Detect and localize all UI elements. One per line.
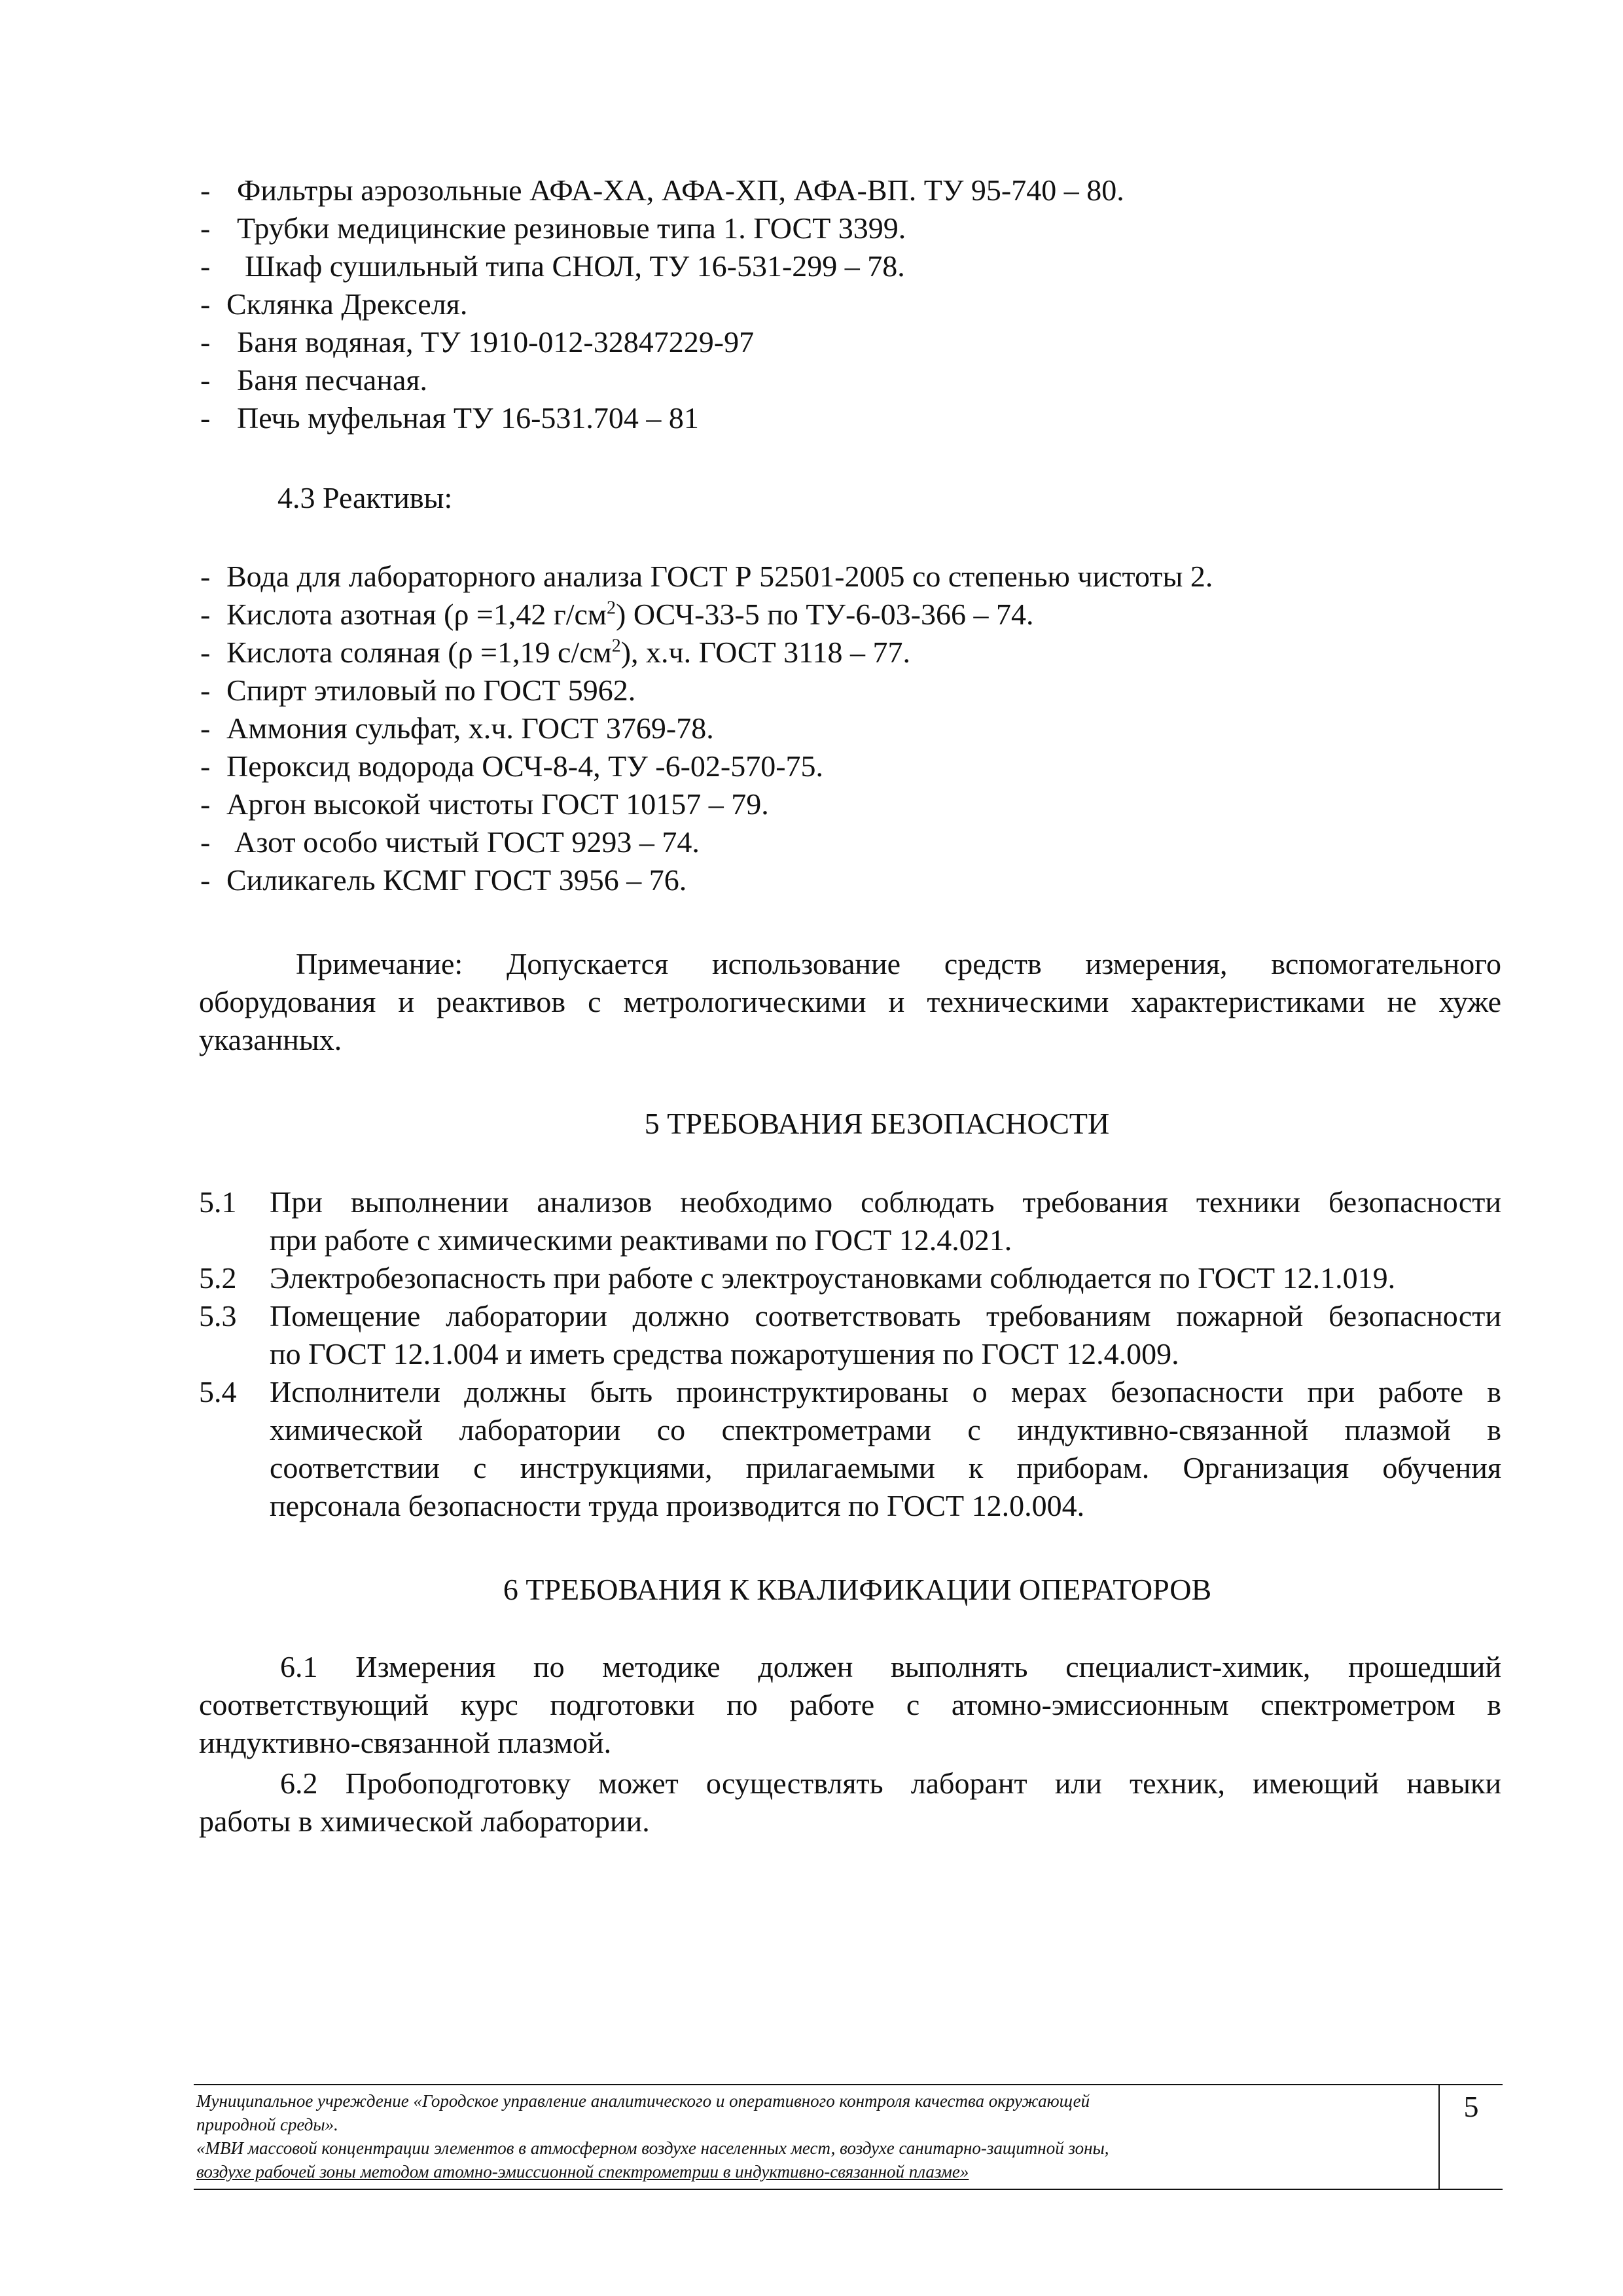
footer-text: Муниципальное учреждение «Городское управление аналитического и оперативного контроля качества окружающей природной среды». «МВИ массовой концентрации элементов в атмосферном воздухе населенных мест, воздухе санитарно-защитной зоны, воздухе рабочей зоны методом атомно-эмиссионной спектрометрии в индуктивно-связанной плазме» bbox=[196, 2091, 1109, 2181]
list-dash: - bbox=[200, 598, 211, 631]
list-item: Баня песчаная. bbox=[237, 363, 428, 397]
list-item: Азот особо чистый ГОСТ 9293 – 74. bbox=[234, 825, 700, 859]
list-item: Склянка Дрекселя. bbox=[226, 287, 468, 321]
footer-rule bbox=[194, 2084, 1503, 2085]
reagents-heading: 4.3 Реактивы: bbox=[277, 481, 453, 514]
note-line: Примечание: Допускается использование средств измерения, вспомогательного bbox=[296, 947, 1501, 980]
list-dash: - bbox=[200, 363, 211, 397]
section6-title: 6 ТРЕБОВАНИЯ К КВАЛИФИКАЦИИ ОПЕРАТОРОВ bbox=[503, 1573, 1212, 1606]
list-dash: - bbox=[200, 287, 211, 321]
list-item: Шкаф сушильный типа СНОЛ, ТУ 16-531-299 – 78. bbox=[245, 249, 905, 283]
list-dash: - bbox=[200, 863, 211, 897]
list-dash: - bbox=[200, 825, 211, 859]
list-item: Силикагель КСМГ ГОСТ 3956 – 76. bbox=[226, 863, 687, 897]
item-text: Помещение лаборатории должно соответствовать требованиям пожарной безопасности по ГОСТ 12.1.004 и иметь средства пожаротушения по ГОСТ 12.4.009. bbox=[270, 1299, 1501, 1371]
section5-title: 5 ТРЕБОВАНИЯ БЕЗОПАСНОСТИ bbox=[644, 1107, 1110, 1140]
section6-paragraph-1: 6.1 Измерения по методике должен выполнять специалист-химик, прошедший соответствующий курс подготовки по работе с атомно-эмиссионным спектрометром в индуктивно-связанной плазмой. bbox=[199, 1650, 1501, 1759]
list-item: Трубки медицинские резиновые типа 1. ГОСТ 3399. bbox=[237, 211, 906, 245]
list-dash: - bbox=[200, 560, 211, 593]
item-text: Электробезопасность при работе с электроустановками соблюдается по ГОСТ 12.1.019. bbox=[270, 1261, 1396, 1295]
item-number: 5.4 bbox=[199, 1375, 237, 1408]
list-dash: - bbox=[200, 711, 211, 745]
list-dash: - bbox=[200, 325, 211, 359]
item-text: При выполнении анализов необходимо соблюдать требования техники безопасности при работе с химическими реактивами по ГОСТ 12.4.021. bbox=[270, 1185, 1501, 1257]
item-number: 5.3 bbox=[199, 1299, 237, 1333]
list-item: Спирт этиловый по ГОСТ 5962. bbox=[226, 673, 636, 707]
section6-paragraph-2: 6.2 Пробоподготовку может осуществлять лаборант или техник, имеющий навыки работы в химической лаборатории. bbox=[199, 1767, 1501, 1838]
list-item: Фильтры аэрозольные АФА-ХА, АФА-ХП, АФА-ВП. ТУ 95-740 – 80. bbox=[237, 173, 1124, 207]
list-item: Баня водяная, ТУ 1910-012-32847229-97 bbox=[237, 325, 755, 359]
footer-rule bbox=[194, 2189, 1503, 2190]
list-dash: - bbox=[200, 636, 211, 669]
list-item: Пероксид водорода ОСЧ-8-4, ТУ -6-02-570-75. bbox=[226, 749, 824, 783]
list-item: Аммония сульфат, х.ч. ГОСТ 3769-78. bbox=[226, 711, 714, 745]
list-dash: - bbox=[200, 787, 211, 821]
note-paragraph bbox=[199, 945, 1501, 1059]
list-item: Аргон высокой чистоты ГОСТ 10157 – 79. bbox=[226, 787, 769, 821]
list-item: Кислота азотная (ρ =1,42 $г/см^2$) ОСЧ-33-5 по ТУ-6-03-366 – 74. bbox=[226, 598, 1034, 631]
item-number: 5.2 bbox=[199, 1261, 237, 1295]
list-item: Печь муфельная ТУ 16-531.704 – 81 bbox=[237, 401, 699, 435]
list-item: Кислота соляная (ρ =1,19 $с/см^2$), х.ч. ГОСТ 3118 – 77. bbox=[226, 636, 910, 669]
item-number: 5.1 bbox=[199, 1185, 237, 1219]
note-line: оборудования и реактивов с метрологическими и техническими характеристиками не хуже bbox=[199, 985, 1501, 1018]
item-text: Исполнители должны быть проинструктированы о мерах безопасности при работе в химической лаборатории со спектрометрами с индуктивно-связанной плазмой в соответствии с инструкциями, прилагаемыми к приборам. Организация обучения персонала безопасности труда производится по ГОСТ 12.0.004. bbox=[270, 1375, 1501, 1522]
list-item: Вода для лабораторного анализа ГОСТ Р 52501-2005 со степенью чистоты 2. bbox=[226, 560, 1213, 593]
list-dash: - bbox=[200, 249, 211, 283]
page-number: 5 bbox=[1463, 2090, 1479, 2123]
note-line: указанных. bbox=[199, 1023, 342, 1056]
list-dash: - bbox=[200, 749, 211, 783]
list-dash: - bbox=[200, 173, 211, 207]
list-dash: - bbox=[200, 401, 211, 435]
list-dash: - bbox=[200, 673, 211, 707]
list-dash: - bbox=[200, 211, 211, 245]
